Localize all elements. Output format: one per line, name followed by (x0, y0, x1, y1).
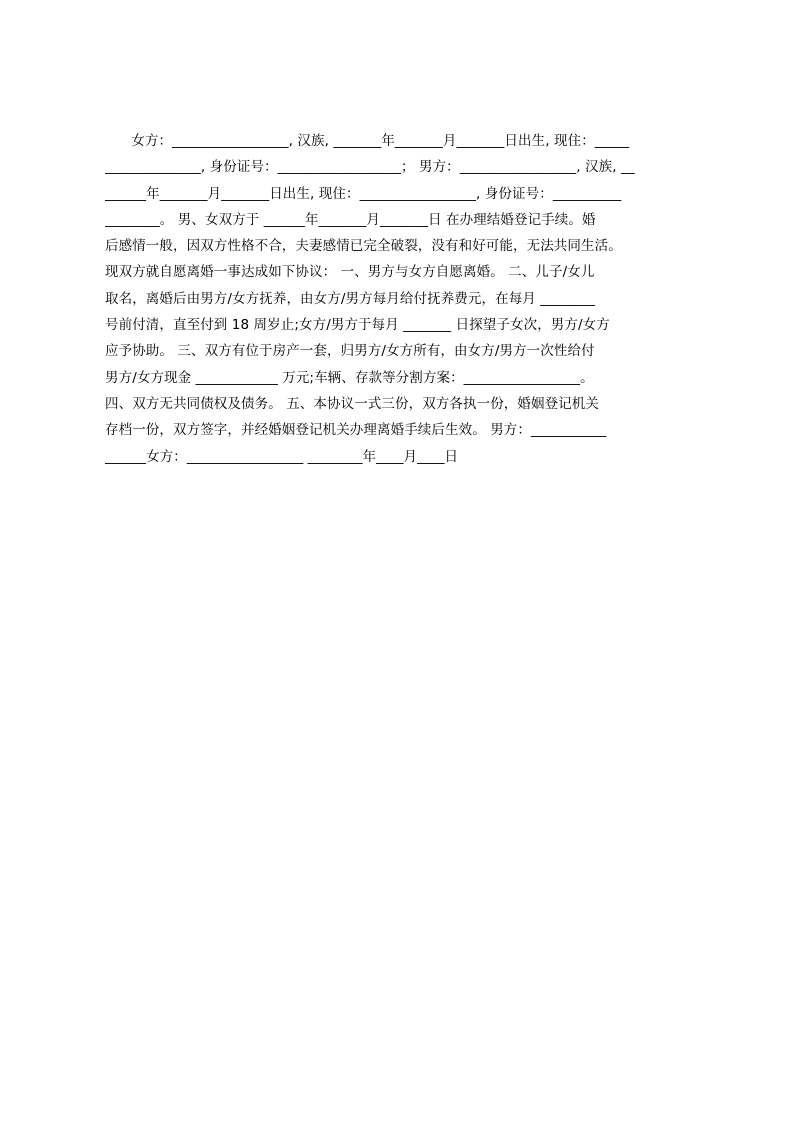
text-line: ________。 男、女双方于 ______年_______月_______日 在办理结婚登记手续。婚 (105, 211, 596, 228)
text-line: 男方/女方现金 ____________ 万元;车辆、存款等分割方案：_________________。 (105, 369, 594, 386)
text-line: 存档一份，双方签字，并经婚姻登记机关办理离婚手续后生效。 男方：___________ (105, 422, 607, 439)
text-line: 号前付清，直至付到 18 周岁止;女方/男方于每月 _______ 日探望子女次，男方/女方 (105, 317, 610, 334)
text-line: 现双方就自愿离婚一事达成如下协议： 一、男方与女方自愿离婚。 二、儿子/女儿 (105, 264, 595, 281)
text-line: 女方：_________________, 汉族, _______年_______月_______日出生, 现住：_____ (105, 133, 630, 149)
text-line: ______________, 身份证号：__________________； 男方：_________________, 汉族, __ (105, 159, 635, 176)
text-line: 应予协助。 三、双方有位于房产一套，归男方/女方所有，由女方/男方一次性给付 (105, 343, 595, 360)
text-line: ______女方：_________________ ________年____月____日 (105, 448, 459, 465)
agreement-text (105, 128, 697, 470)
text-line: 四、双方无共同债权及债务。 五、本协议一式三份，双方各执一份，婚姻登记机关 (105, 395, 599, 412)
text-line: 取名，离婚后由男方/女方抚养，由女方/男方每月给付抚养费元，在每月 ________ (105, 290, 596, 307)
text-line: 后感情一般，因双方性格不合，夫妻感情已完全破裂，没有和好可能，无法共同生活。 (105, 238, 622, 255)
text-line: ______年_______月_______日出生, 现住：_________________, 身份证号：__________ (105, 185, 622, 202)
